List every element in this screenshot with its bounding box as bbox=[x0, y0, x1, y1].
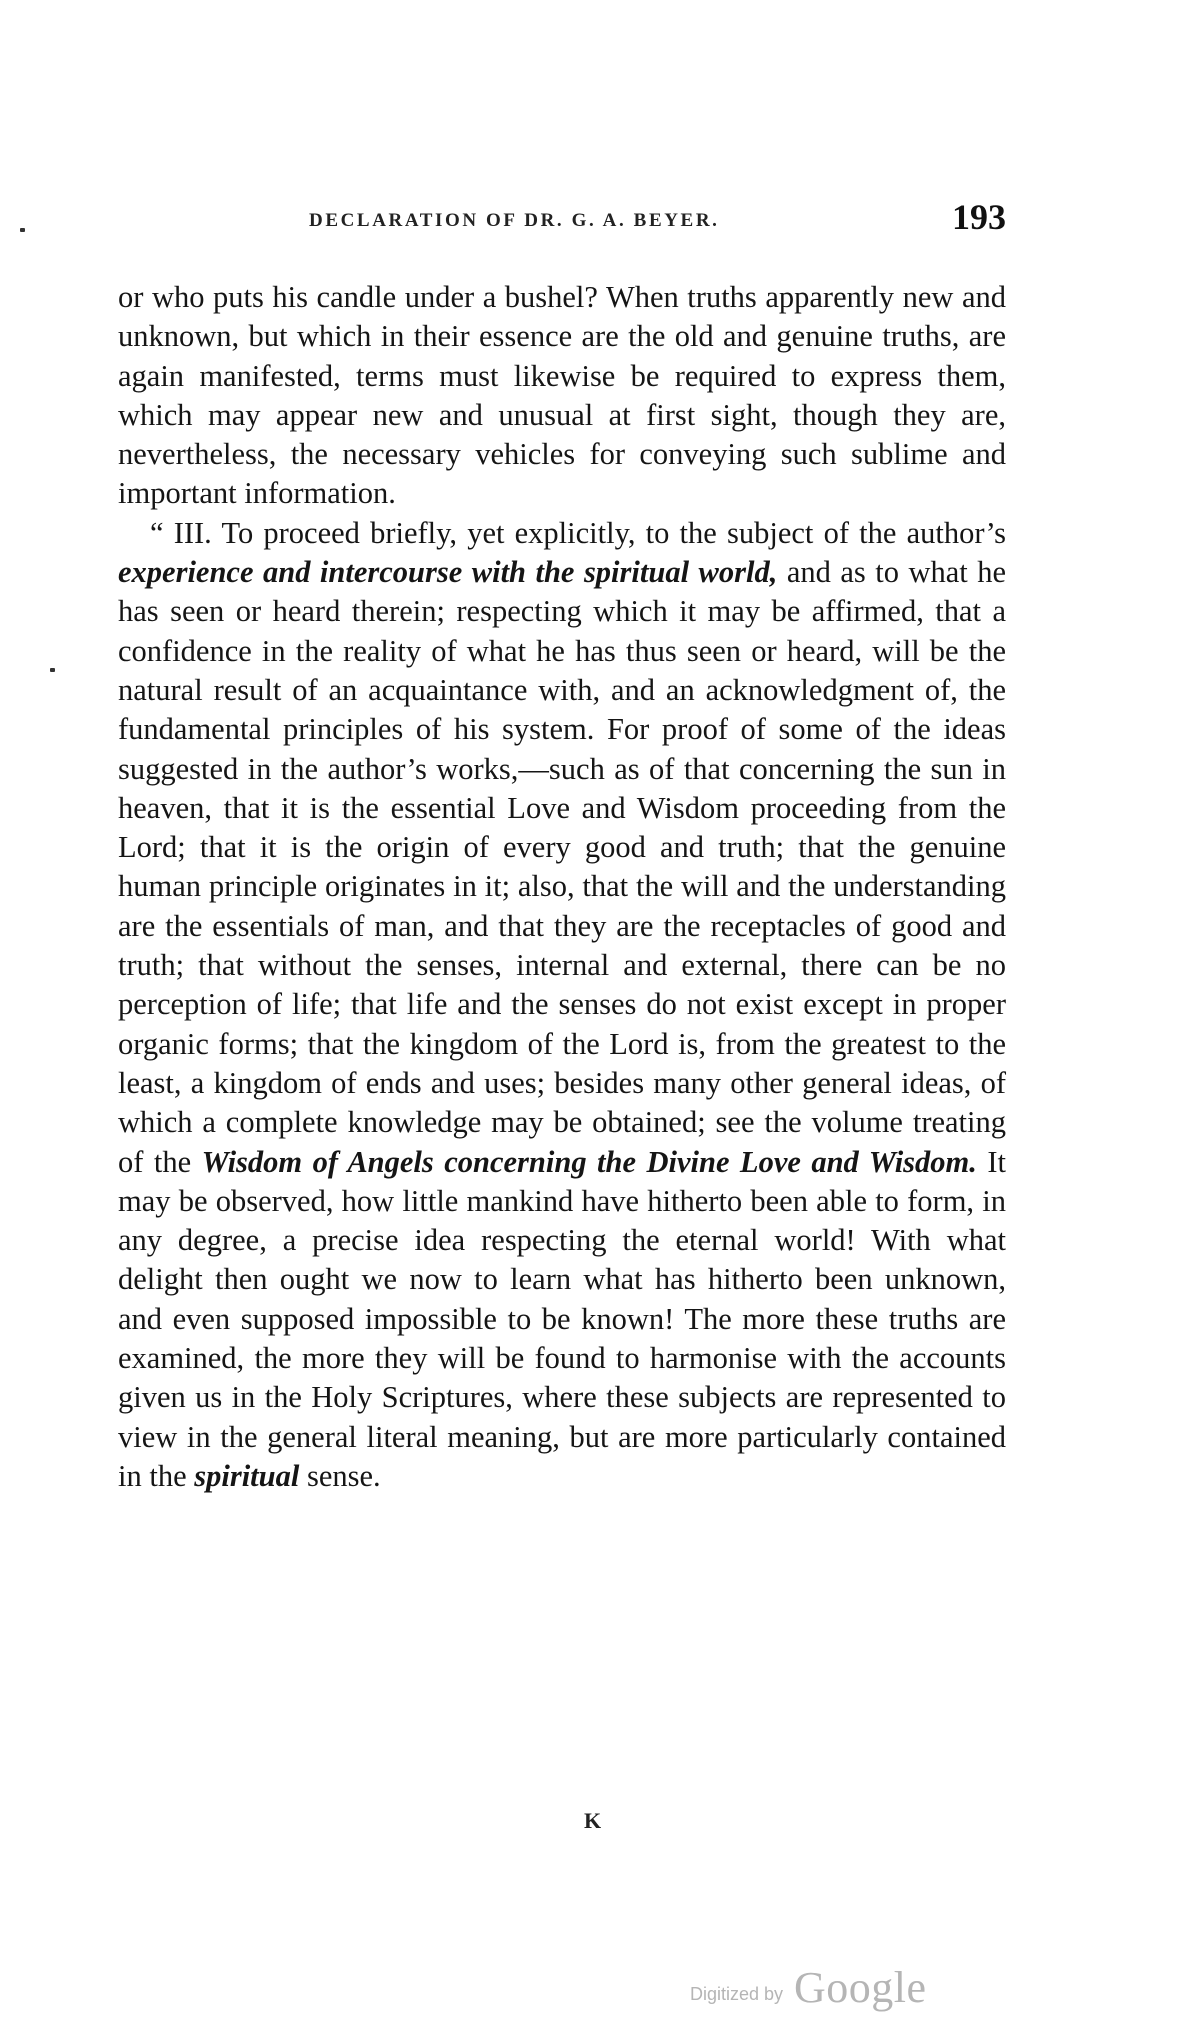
google-logo: Google bbox=[794, 1963, 927, 2012]
signature-mark: K bbox=[583, 1808, 602, 1833]
scan-speck bbox=[20, 228, 25, 232]
text-run: It may be observed, how little mankind have hitherto been able to form, in any degree, a precise idea respecting the eternal world! With what delight then ought we now to learn what has hitherto been unknown, and even supposed impossible to be known! The more these truths are examined, the more they will be found to harmonise with the accounts given us in the Holy Scriptures, where these subjects are represented to view in the general literal meaning, but are more particularly contained in the bbox=[118, 1144, 1006, 1493]
watermark-prefix: Digitized by bbox=[690, 1984, 784, 2004]
italic-run: spiritual bbox=[194, 1458, 300, 1493]
page-header bbox=[118, 196, 1006, 240]
text-run: “ III. To proceed briefly, yet explicitly, to the subject of the author’s bbox=[150, 515, 1006, 550]
italic-run: Wisdom of Angels concerning the Divine Love and Wisdom. bbox=[201, 1144, 977, 1179]
paragraph-2 bbox=[118, 514, 1006, 1496]
text-run: or who puts his candle under a bushel? When truths apparently new and unknown, but which in their essence are the old and genuine truths, are again manifested, terms must likewise be required to express them, which may appear new and unusual at first sight, though they are, nevertheless, the necessary vehicles for conveying such sublime and important information. bbox=[118, 280, 1006, 511]
text-run: sense. bbox=[299, 1458, 381, 1493]
body-text bbox=[118, 278, 1006, 1496]
running-head: DECLARATION OF DR. G. A. BEYER. bbox=[309, 210, 720, 231]
page-number: 193 bbox=[952, 197, 1006, 237]
paragraph-1 bbox=[118, 278, 1006, 514]
italic-run: experience and intercourse with the spiritual world, bbox=[118, 555, 778, 590]
digitized-watermark bbox=[690, 1962, 950, 2022]
scan-speck bbox=[50, 668, 55, 672]
text-run: and as to what he has seen or heard therein; respecting which it may be affirmed, that a confidence in the reality of what he has thus seen or heard, will be the natural result of an acquaintance with, and an acknowledgment of, the fundamental principles of his system. For proof of some of the ideas suggested in the author’s works,—such as of that concerning the sun in heaven, that it is the essential Love and Wisdom proceeding from the Lord; that it is the origin of every good and truth; that the genuine human principle originates in it; also, that the will and the understanding are the essentials of man, and that they are the receptacles of good and truth; that without the senses, internal and external, there can be no perception of life; that life and the senses do not exist except in proper organic forms; that the kingdom of the Lord is, from the greatest to the least, a kingdom of ends and uses; besides many other general ideas, of which a complete knowledge may be obtained; see the volume treating of the bbox=[118, 555, 1007, 1179]
